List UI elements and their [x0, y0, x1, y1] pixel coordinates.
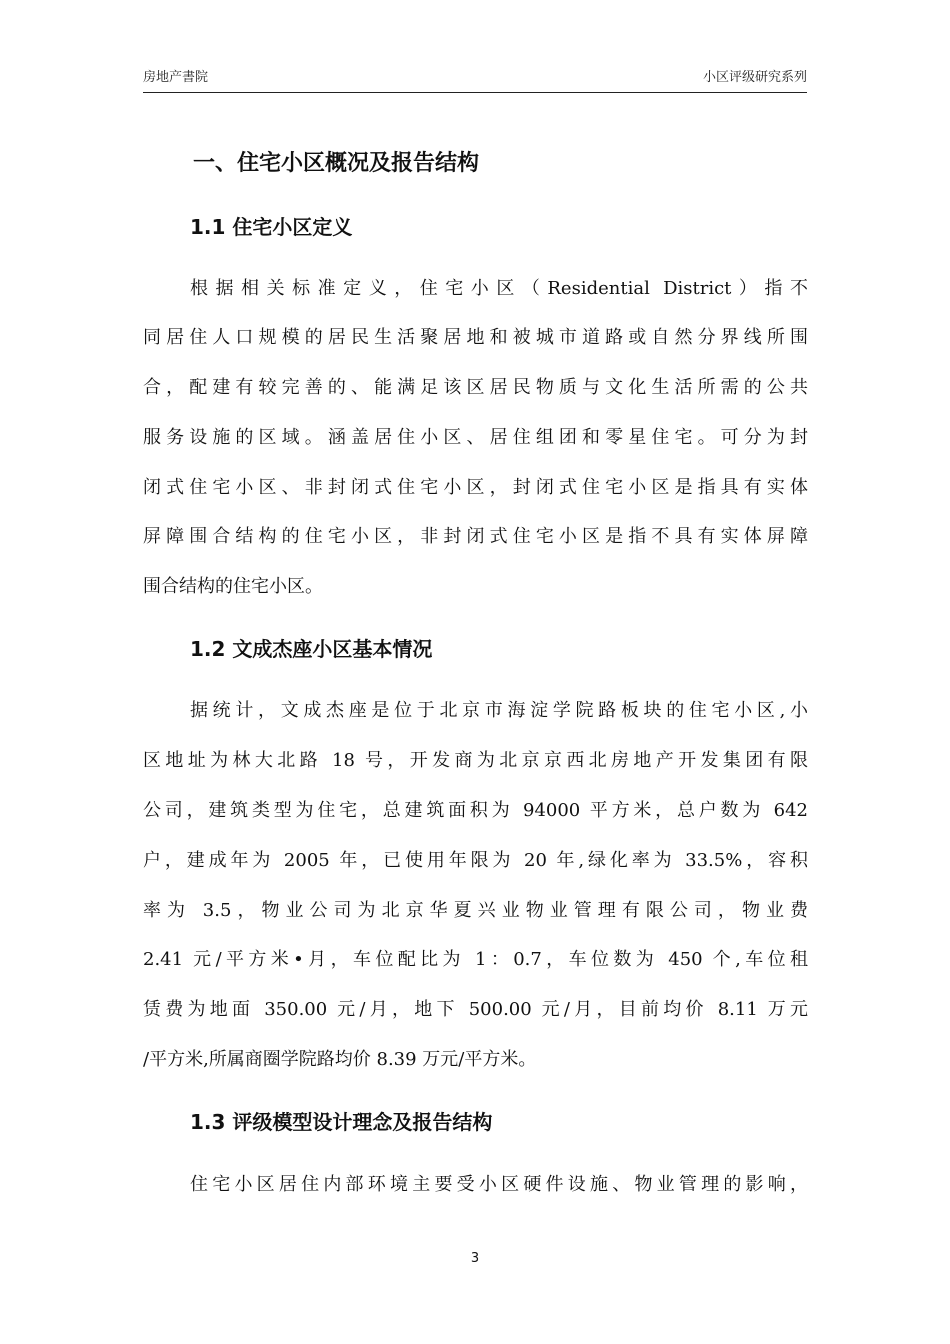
paragraph-line: 户，建成年为 2005 年，已使用年限为 20 年,绿化率为 33.5%，容积 — [143, 850, 808, 871]
paragraph-line: 公司，建筑类型为住宅，总建筑面积为 94000 平方米，总户数为 642 — [143, 800, 808, 821]
section-1-1-heading: 1.1 住宅小区定义 — [190, 215, 353, 239]
paragraph-line: 2.41 元/平方米•月，车位配比为 1：0.7，车位数为 450 个,车位租 — [143, 949, 808, 970]
paragraph-line: 服务设施的区域。涵盖居住小区、居住组团和零星住宅。可分为封 — [143, 427, 808, 448]
paragraph-line: 合，配建有较完善的、能满足该区居民物质与文化生活所需的公共 — [143, 377, 808, 398]
header-publisher: 房地产書院 — [143, 70, 209, 85]
paragraph-line: /平方米,所属商圈学院路均价 8.39 万元/平方米。 — [143, 1049, 537, 1070]
paragraph-line: 率为 3.5，物业公司为北京华夏兴业物业管理有限公司，物业费 — [143, 900, 808, 921]
page-number: 3 — [470, 1251, 480, 1266]
paragraph-line: 住宅小区居住内部环境主要受小区硬件设施、物业管理的影响， — [190, 1174, 808, 1195]
paragraph-line: 赁费为地面 350.00 元/月，地下 500.00 元/月，目前均价 8.11 万元 — [143, 999, 808, 1020]
paragraph-line: 据统计，文成杰座是位于北京市海淀学院路板块的住宅小区,小 — [190, 700, 808, 721]
paragraph-line: 围合结构的住宅小区。 — [143, 576, 323, 597]
paragraph-line: 区地址为林大北路 18 号，开发商为北京京西北房地产开发集团有限 — [143, 750, 808, 771]
section-1-3-heading: 1.3 评级模型设计理念及报告结构 — [190, 1110, 493, 1134]
section-1-heading: 一、住宅小区概况及报告结构 — [193, 151, 480, 176]
page-header — [143, 70, 807, 93]
paragraph-line: 根据相关标准定义，住宅小区（Residential District）指不 — [190, 278, 808, 299]
paragraph-line: 屏障围合结构的住宅小区，非封闭式住宅小区是指不具有实体屏障 — [143, 526, 808, 547]
paragraph-line: 闭式住宅小区、非封闭式住宅小区，封闭式住宅小区是指具有实体 — [143, 477, 808, 498]
paragraph-line: 同居住人口规模的居民生活聚居地和被城市道路或自然分界线所围 — [143, 327, 808, 348]
header-series-title: 小区评级研究系列 — [702, 70, 807, 85]
section-1-2-heading: 1.2 文成杰座小区基本情况 — [190, 637, 433, 661]
